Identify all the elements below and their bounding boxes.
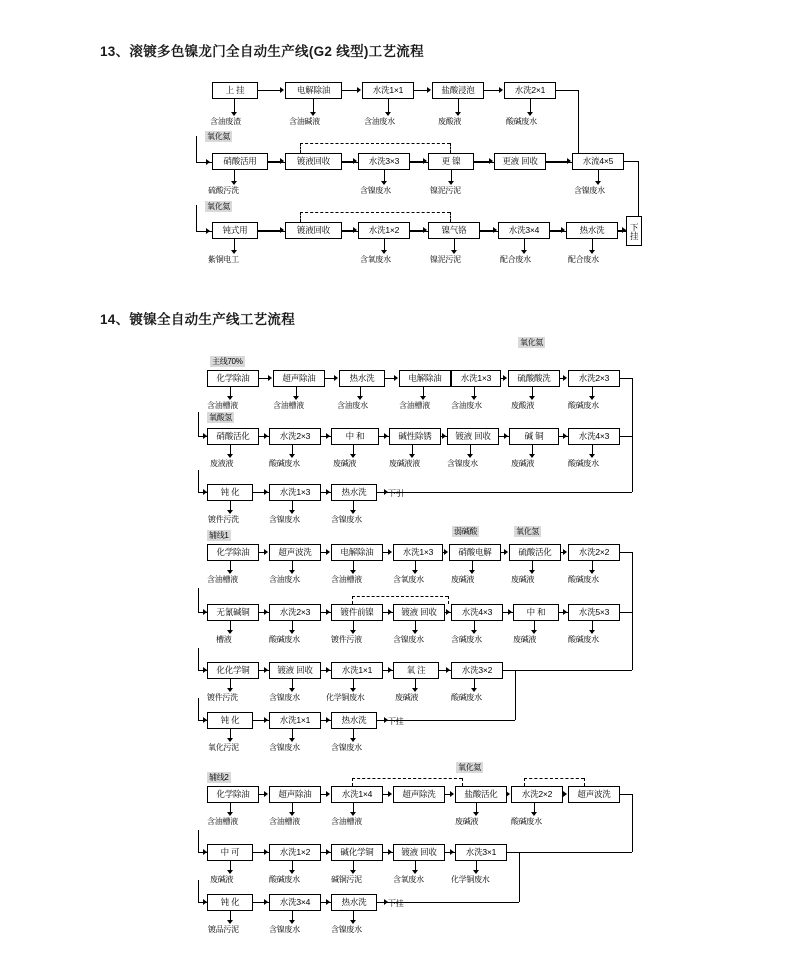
under-14-r4-4: 废碱液 <box>451 575 475 584</box>
under-14-r4-5: 废碱液 <box>511 575 535 584</box>
section-title-13: 13、滚镀多色镍龙门全自动生产线(G2 线型)工艺流程 <box>100 44 424 59</box>
under-14-r5-6: 酸碱废水 <box>568 635 599 644</box>
under-14-r8-4: 废碱液 <box>455 817 479 826</box>
under-14-r3-1: 含镍废水 <box>269 515 300 524</box>
node-14-r9-0: 中 可 <box>207 844 253 861</box>
node-14-r1-1: 超声除油 <box>273 370 325 387</box>
tag-14-r1: 主线70% <box>212 357 243 366</box>
under-13-r1-1: 含油碱液 <box>289 117 320 126</box>
under-14-r9-4: 化学铜废水 <box>451 875 490 884</box>
under-14-r5-1: 酸碱废水 <box>269 635 300 644</box>
tag-13-r3: 氧化氦 <box>207 202 231 211</box>
exit-14-r10: 下挂 <box>388 899 404 908</box>
under-13-r2-5: 含镍废水 <box>574 186 605 195</box>
under-14-r7-0: 氧化污泥 <box>208 743 239 752</box>
node-14-r4-0: 化学除油 <box>207 544 259 561</box>
node-14-r4-5: 硫酸活化 <box>509 544 561 561</box>
exit-14-r7: 下挂 <box>388 717 404 726</box>
under-13-r2-3: 镍泥污泥 <box>430 186 461 195</box>
tag-14-r1-corner: 氧化氦 <box>520 338 544 347</box>
node-14-r8-0: 化学除油 <box>207 786 259 803</box>
under-14-r2-4: 含镍废水 <box>447 459 478 468</box>
under-14-r6-0: 镀件污洗 <box>207 693 238 702</box>
under-14-r8-2: 含油槽液 <box>331 817 362 826</box>
tag-13-r2: 氧化氦 <box>207 132 231 141</box>
node-13-r1-0: 上 挂 <box>212 82 258 99</box>
under-14-r2-2: 废碱液 <box>333 459 357 468</box>
node-14-r6-3: 氧 注 <box>393 662 439 679</box>
under-13-r1-3: 废酸液 <box>438 117 462 126</box>
node-13-r3-4: 水洗3×4 <box>498 222 550 239</box>
under-14-r4-0: 含油槽液 <box>207 575 238 584</box>
under-14-r9-1: 酸碱废水 <box>269 875 300 884</box>
node-14-r7-2: 热水洗 <box>331 712 377 729</box>
node-14-r10-0: 钝 化 <box>207 894 253 911</box>
under-14-r1-2: 含油废水 <box>337 401 368 410</box>
node-13-r3-5: 热水洗 <box>566 222 618 239</box>
under-14-r1-1: 含油槽液 <box>273 401 304 410</box>
node-13-r1-1: 电解除油 <box>285 82 342 99</box>
under-14-r9-2: 碱铜污泥 <box>331 875 362 884</box>
under-13-r3-5: 配合废水 <box>568 255 599 264</box>
under-13-r3-2: 含氧废水 <box>360 255 391 264</box>
node-13-r2-4: 更液 回收 <box>494 153 546 170</box>
under-13-r1-0: 含油废渣 <box>210 117 241 126</box>
under-14-r7-2: 含镍废水 <box>331 743 362 752</box>
under-14-r5-0: 槽液 <box>216 635 232 644</box>
node-13-r2-1: 镀液回收 <box>285 153 342 170</box>
node-14-r3-0: 钝 化 <box>207 484 253 501</box>
under-14-r1-5: 废酸液 <box>511 401 535 410</box>
under-14-r4-2: 含油槽液 <box>331 575 362 584</box>
node-14-r2-6: 水洗4×3 <box>568 428 620 445</box>
under-14-r4-3: 含氧废水 <box>393 575 424 584</box>
node-13-r3-3: 镍气铬 <box>428 222 480 239</box>
under-14-r6-3: 废碱液 <box>395 693 419 702</box>
under-13-r3-4: 配合废水 <box>500 255 531 264</box>
node-14-r1-0: 化学除油 <box>207 370 259 387</box>
under-14-r10-2: 含镍废水 <box>331 925 362 934</box>
under-14-r1-6: 酸碱废水 <box>568 401 599 410</box>
node-14-r8-3: 超声除洗 <box>393 786 445 803</box>
node-14-r5-1: 水洗2×3 <box>269 604 321 621</box>
node-13-r3-2: 水洗1×2 <box>358 222 410 239</box>
under-14-r5-5: 废碱液 <box>513 635 537 644</box>
under-14-r4-6: 酸碱废水 <box>568 575 599 584</box>
under-14-r8-5: 酸碱废水 <box>511 817 542 826</box>
node-14-r5-3: 镀液 回收 <box>393 604 445 621</box>
under-14-r2-3: 废碱液液 <box>389 459 420 468</box>
tag-14-r2: 氧酸氢 <box>209 413 233 422</box>
under-14-r1-4: 含油废水 <box>451 401 482 410</box>
tag-14-r8-corner: 氧化氦 <box>458 763 482 772</box>
under-14-r1-0: 含油槽液 <box>207 401 238 410</box>
node-14-r8-1: 超声除油 <box>269 786 321 803</box>
under-14-r2-6: 酸碱废水 <box>568 459 599 468</box>
node-13-r2-2: 水洗3×3 <box>358 153 410 170</box>
node-14-r6-4: 水洗3×2 <box>451 662 503 679</box>
node-13-r2-5: 水流4×5 <box>572 153 624 170</box>
under-14-r8-1: 含油槽液 <box>269 817 300 826</box>
node-14-r4-3: 水洗1×3 <box>393 544 443 561</box>
node-13-r1-4: 水洗2×1 <box>504 82 556 99</box>
tag-14-r4: 辅线1 <box>209 531 229 540</box>
under-14-r9-3: 含氧废水 <box>393 875 424 884</box>
node-13-r2-3: 更 镍 <box>428 153 474 170</box>
node-14-r5-5: 中 和 <box>513 604 559 621</box>
node-14-r6-1: 镀液 回收 <box>269 662 321 679</box>
under-14-r6-4: 酸碱废水 <box>451 693 482 702</box>
under-14-r1-3: 含油槽液 <box>399 401 430 410</box>
under-13-r1-2: 含油废水 <box>364 117 395 126</box>
node-14-r1-3: 电解除油 <box>399 370 451 387</box>
under-14-r3-2: 含镍废水 <box>331 515 362 524</box>
node-14-r10-2: 热水洗 <box>331 894 377 911</box>
node-14-r4-4: 硝酸电解 <box>449 544 501 561</box>
under-14-r5-2: 镀件污液 <box>331 635 362 644</box>
node-14-r5-0: 无氰碱铜 <box>207 604 259 621</box>
node-14-r6-0: 化化学铜 <box>207 662 259 679</box>
node-14-r2-2: 中 和 <box>331 428 379 445</box>
node-14-r10-1: 水洗3×4 <box>269 894 321 911</box>
node-13-r2-0: 硝酸活用 <box>212 153 268 170</box>
node-14-r2-0: 硝酸活化 <box>207 428 259 445</box>
node-14-r2-5: 碱 铜 <box>509 428 559 445</box>
tag-14-r4-c1: 氧化氢 <box>516 527 540 536</box>
node-14-r1-5: 硫酸酸洗 <box>508 370 560 387</box>
node-14-r6-2: 水洗1×1 <box>331 662 383 679</box>
node-14-r8-4: 盐酸活化 <box>455 786 507 803</box>
node-14-r7-1: 水洗1×1 <box>269 712 321 729</box>
under-14-r6-1: 含镍废水 <box>269 693 300 702</box>
node-14-r3-1: 水洗1×3 <box>269 484 321 501</box>
node-13-r1-2: 水洗1×1 <box>362 82 414 99</box>
node-14-r9-1: 水洗1×2 <box>269 844 321 861</box>
exit-14-r3: 下引 <box>388 489 404 498</box>
node-13-r1-3: 盐酸浸泡 <box>432 82 484 99</box>
under-14-r4-1: 含油废水 <box>269 575 300 584</box>
node-14-r9-3: 镀液 回收 <box>393 844 445 861</box>
node-14-r3-2: 热水洗 <box>331 484 377 501</box>
node-14-r2-1: 水洗2×3 <box>269 428 321 445</box>
node-14-r2-4: 镀液 回收 <box>447 428 499 445</box>
node-14-r8-5: 水洗2×2 <box>511 786 563 803</box>
under-13-r2-0: 硫酸污洗 <box>208 186 239 195</box>
under-14-r8-0: 含油槽液 <box>207 817 238 826</box>
node-14-r4-2: 电解除油 <box>331 544 383 561</box>
node-14-r1-2: 热水洗 <box>339 370 385 387</box>
node-14-r4-6: 水洗2×2 <box>568 544 620 561</box>
under-14-r5-4: 含碱废水 <box>451 635 482 644</box>
node-14-r5-2: 镀件前镍 <box>331 604 383 621</box>
node-13-r3-1: 镀液回收 <box>285 222 342 239</box>
under-14-r2-0: 废液液 <box>210 459 234 468</box>
section-title-14: 14、镀镍全自动生产线工艺流程 <box>100 312 296 327</box>
under-14-r3-0: 镀件污洗 <box>208 515 239 524</box>
node-14-r4-1: 超声波洗 <box>269 544 321 561</box>
node-14-r8-2: 水洗1×4 <box>331 786 383 803</box>
node-13-exit: 下挂 <box>626 216 642 246</box>
under-13-r2-2: 含镍废水 <box>360 186 391 195</box>
node-14-r9-4: 水洗3×1 <box>455 844 507 861</box>
node-14-r1-4: 水洗1×3 <box>451 370 501 387</box>
under-13-r1-4: 酸碱废水 <box>506 117 537 126</box>
node-14-r7-0: 钝 化 <box>207 712 253 729</box>
under-14-r9-0: 废碱液 <box>210 875 234 884</box>
under-13-r3-0: 紫铜电工 <box>208 255 239 264</box>
node-14-r2-3: 碱性除锈 <box>389 428 441 445</box>
under-14-r10-1: 含镍废水 <box>269 925 300 934</box>
node-14-r9-2: 碱化学铜 <box>331 844 383 861</box>
under-14-r2-5: 废碱液 <box>511 459 535 468</box>
under-14-r7-1: 含镍废水 <box>269 743 300 752</box>
under-14-r5-3: 含镍废水 <box>393 635 424 644</box>
under-14-r10-0: 镀品污泥 <box>208 925 239 934</box>
tag-14-r8: 辅线2 <box>209 773 229 782</box>
tag-14-r4-c0: 弱碱酸 <box>454 527 478 536</box>
under-13-r3-3: 镍泥污泥 <box>430 255 461 264</box>
node-14-r8-6: 超声波洗 <box>568 786 620 803</box>
under-14-r6-2: 化学铜废水 <box>326 693 365 702</box>
node-14-r1-6: 水洗2×3 <box>568 370 620 387</box>
node-14-r5-6: 水洗5×3 <box>568 604 620 621</box>
under-14-r2-1: 酸碱废水 <box>269 459 300 468</box>
node-13-r3-0: 钝式用 <box>212 222 258 239</box>
node-14-r5-4: 水洗4×3 <box>451 604 503 621</box>
